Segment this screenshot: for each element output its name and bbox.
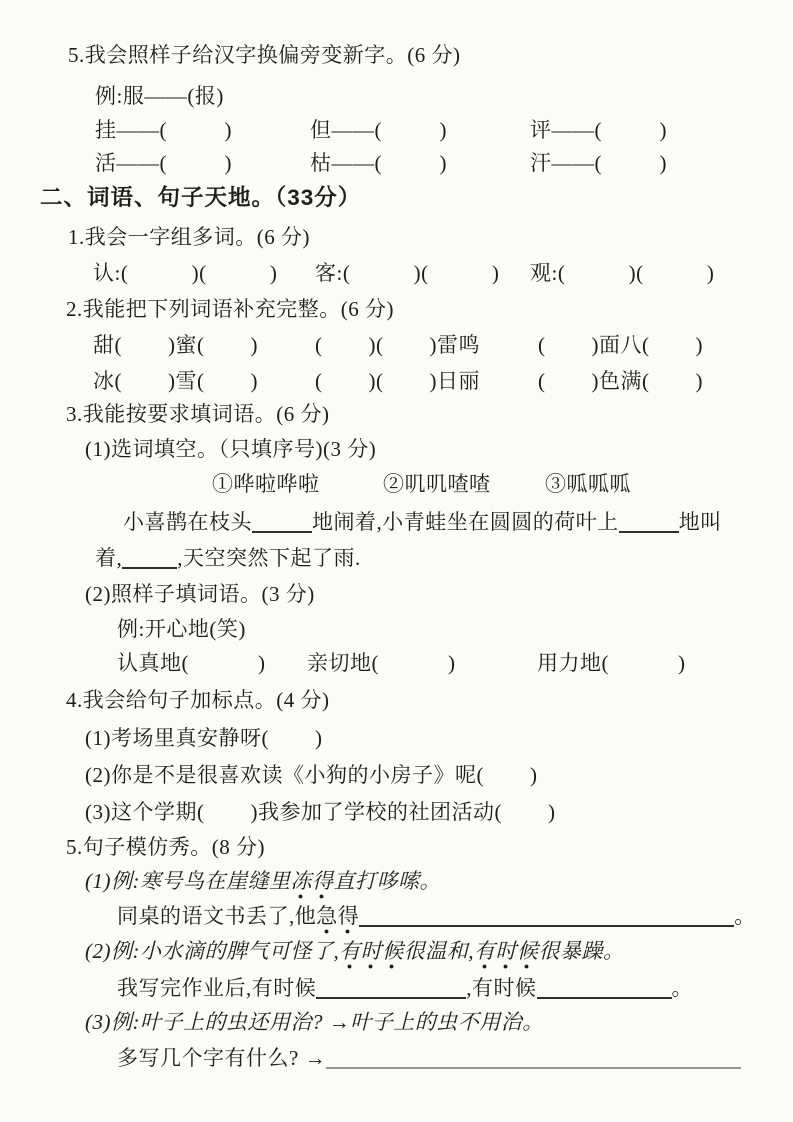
- answer-blank[interactable]: [316, 979, 466, 999]
- passage-text: 地闹着,小青蛙坐在圆圆的荷叶上: [312, 510, 619, 534]
- answer-blank[interactable]: [326, 1049, 741, 1069]
- passage-text: 着,: [95, 546, 123, 570]
- emphasized-text: 急得: [316, 904, 359, 934]
- idiom-item: ( )( )雷鸣: [315, 333, 480, 357]
- answer-text: ,有时候: [466, 976, 537, 1000]
- answer-text: 。: [671, 976, 693, 1000]
- adverb-item: 亲切地( ): [307, 651, 456, 675]
- example-text: 很暴躁。: [538, 939, 625, 963]
- option-item: ①哗啦哗啦: [212, 472, 320, 496]
- answer-text: 同桌的语文书丢了,他: [117, 904, 317, 928]
- emphasized-text: 有时候: [339, 939, 404, 969]
- fill-blank[interactable]: [619, 513, 679, 533]
- adverb-item: 用力地( ): [537, 651, 686, 675]
- punctuation-item: (2)你是不是很喜欢读《小狗的小房子》呢( ): [85, 763, 538, 787]
- fill-blank[interactable]: [252, 513, 312, 533]
- answer-blank[interactable]: [359, 907, 734, 927]
- swap-example: 例:服——(报): [95, 84, 224, 108]
- section2-q2-title: 2.我能把下列词语补充完整。(6 分): [66, 297, 394, 321]
- emphasized-text: 冻得: [290, 869, 333, 899]
- example-text: 直打哆嗦。: [333, 869, 441, 893]
- swap-item: 但——( ): [310, 118, 447, 142]
- swap-item: 挂——( ): [95, 118, 232, 142]
- section2-q4-title: 4.我会给句子加标点。(4 分): [66, 688, 330, 712]
- section2-q1-title: 1.我会一字组多词。(6 分): [68, 225, 310, 249]
- passage-text: ,天空突然下起了雨.: [177, 546, 361, 570]
- idiom-item: ( )色满( ): [538, 369, 703, 393]
- swap-item: 活——( ): [95, 151, 232, 175]
- swap-item: 枯——( ): [310, 151, 447, 175]
- q3-part2-example: 例:开心地(笑): [117, 617, 246, 641]
- passage-text: 地叫: [678, 510, 722, 534]
- option-item: ②叽叽喳喳: [383, 472, 491, 496]
- swap-item: 评——( ): [530, 118, 667, 142]
- option-item: ③呱呱呱: [545, 472, 631, 496]
- word-build-item: 客:( )( ): [315, 261, 500, 285]
- swap-item: 汗——( ): [530, 151, 667, 175]
- q3-part1-label: (1)选词填空。（只填序号)(3 分): [85, 437, 377, 461]
- example-text: (2)例:小水滴的脾气可怪了,: [85, 939, 340, 963]
- example-text: (1)例:寒号鸟在崖缝里: [85, 869, 291, 893]
- section-2-heading: 二、词语、句子天地。（33分）: [40, 185, 362, 210]
- mimic-answer-2: [117, 975, 693, 1002]
- mimic-example-1: [85, 868, 441, 895]
- mimic-answer-3: [117, 1045, 741, 1072]
- word-build-item: 认:( )( ): [93, 261, 278, 285]
- answer-text: 多写几个字有什么? →: [117, 1046, 327, 1070]
- punctuation-item: (3)这个学期( )我参加了学校的社团活动( ): [85, 800, 556, 824]
- mimic-example-3: (3)例:叶子上的虫还用治? →叶子上的虫不用治。: [85, 1010, 544, 1034]
- emphasized-text: 有时候: [474, 939, 539, 969]
- mimic-example-2: [85, 938, 624, 965]
- word-build-item: 观:( )( ): [530, 261, 715, 285]
- example-text: 很温和,: [403, 939, 474, 963]
- passage-text: 小喜鹊在枝头: [123, 510, 252, 534]
- punctuation-item: (1)考场里真安静呀( ): [85, 726, 323, 750]
- answer-blank[interactable]: [537, 979, 672, 999]
- answer-text: 。: [734, 904, 756, 928]
- section2-q5-title: 5.句子模仿秀。(8 分): [66, 835, 265, 859]
- passage-line-2: [95, 545, 361, 572]
- idiom-item: ( )( )日丽: [315, 369, 480, 393]
- q3-part2-label: (2)照样子填词语。(3 分): [85, 582, 315, 606]
- question-5-swap-title: 5.我会照样子给汉字换偏旁变新字。(6 分): [68, 43, 461, 67]
- fill-blank[interactable]: [122, 549, 177, 569]
- passage-line-1: [123, 509, 722, 536]
- mimic-answer-1: [117, 903, 756, 930]
- adverb-item: 认真地( ): [117, 651, 266, 675]
- idiom-item: ( )面八( ): [538, 333, 703, 357]
- idiom-item: 冰( )雪( ): [93, 369, 258, 393]
- answer-text: 我写完作业后,有时候: [117, 976, 317, 1000]
- section2-q3-title: 3.我能按要求填词语。(6 分): [66, 402, 330, 426]
- idiom-item: 甜( )蜜( ): [93, 333, 258, 357]
